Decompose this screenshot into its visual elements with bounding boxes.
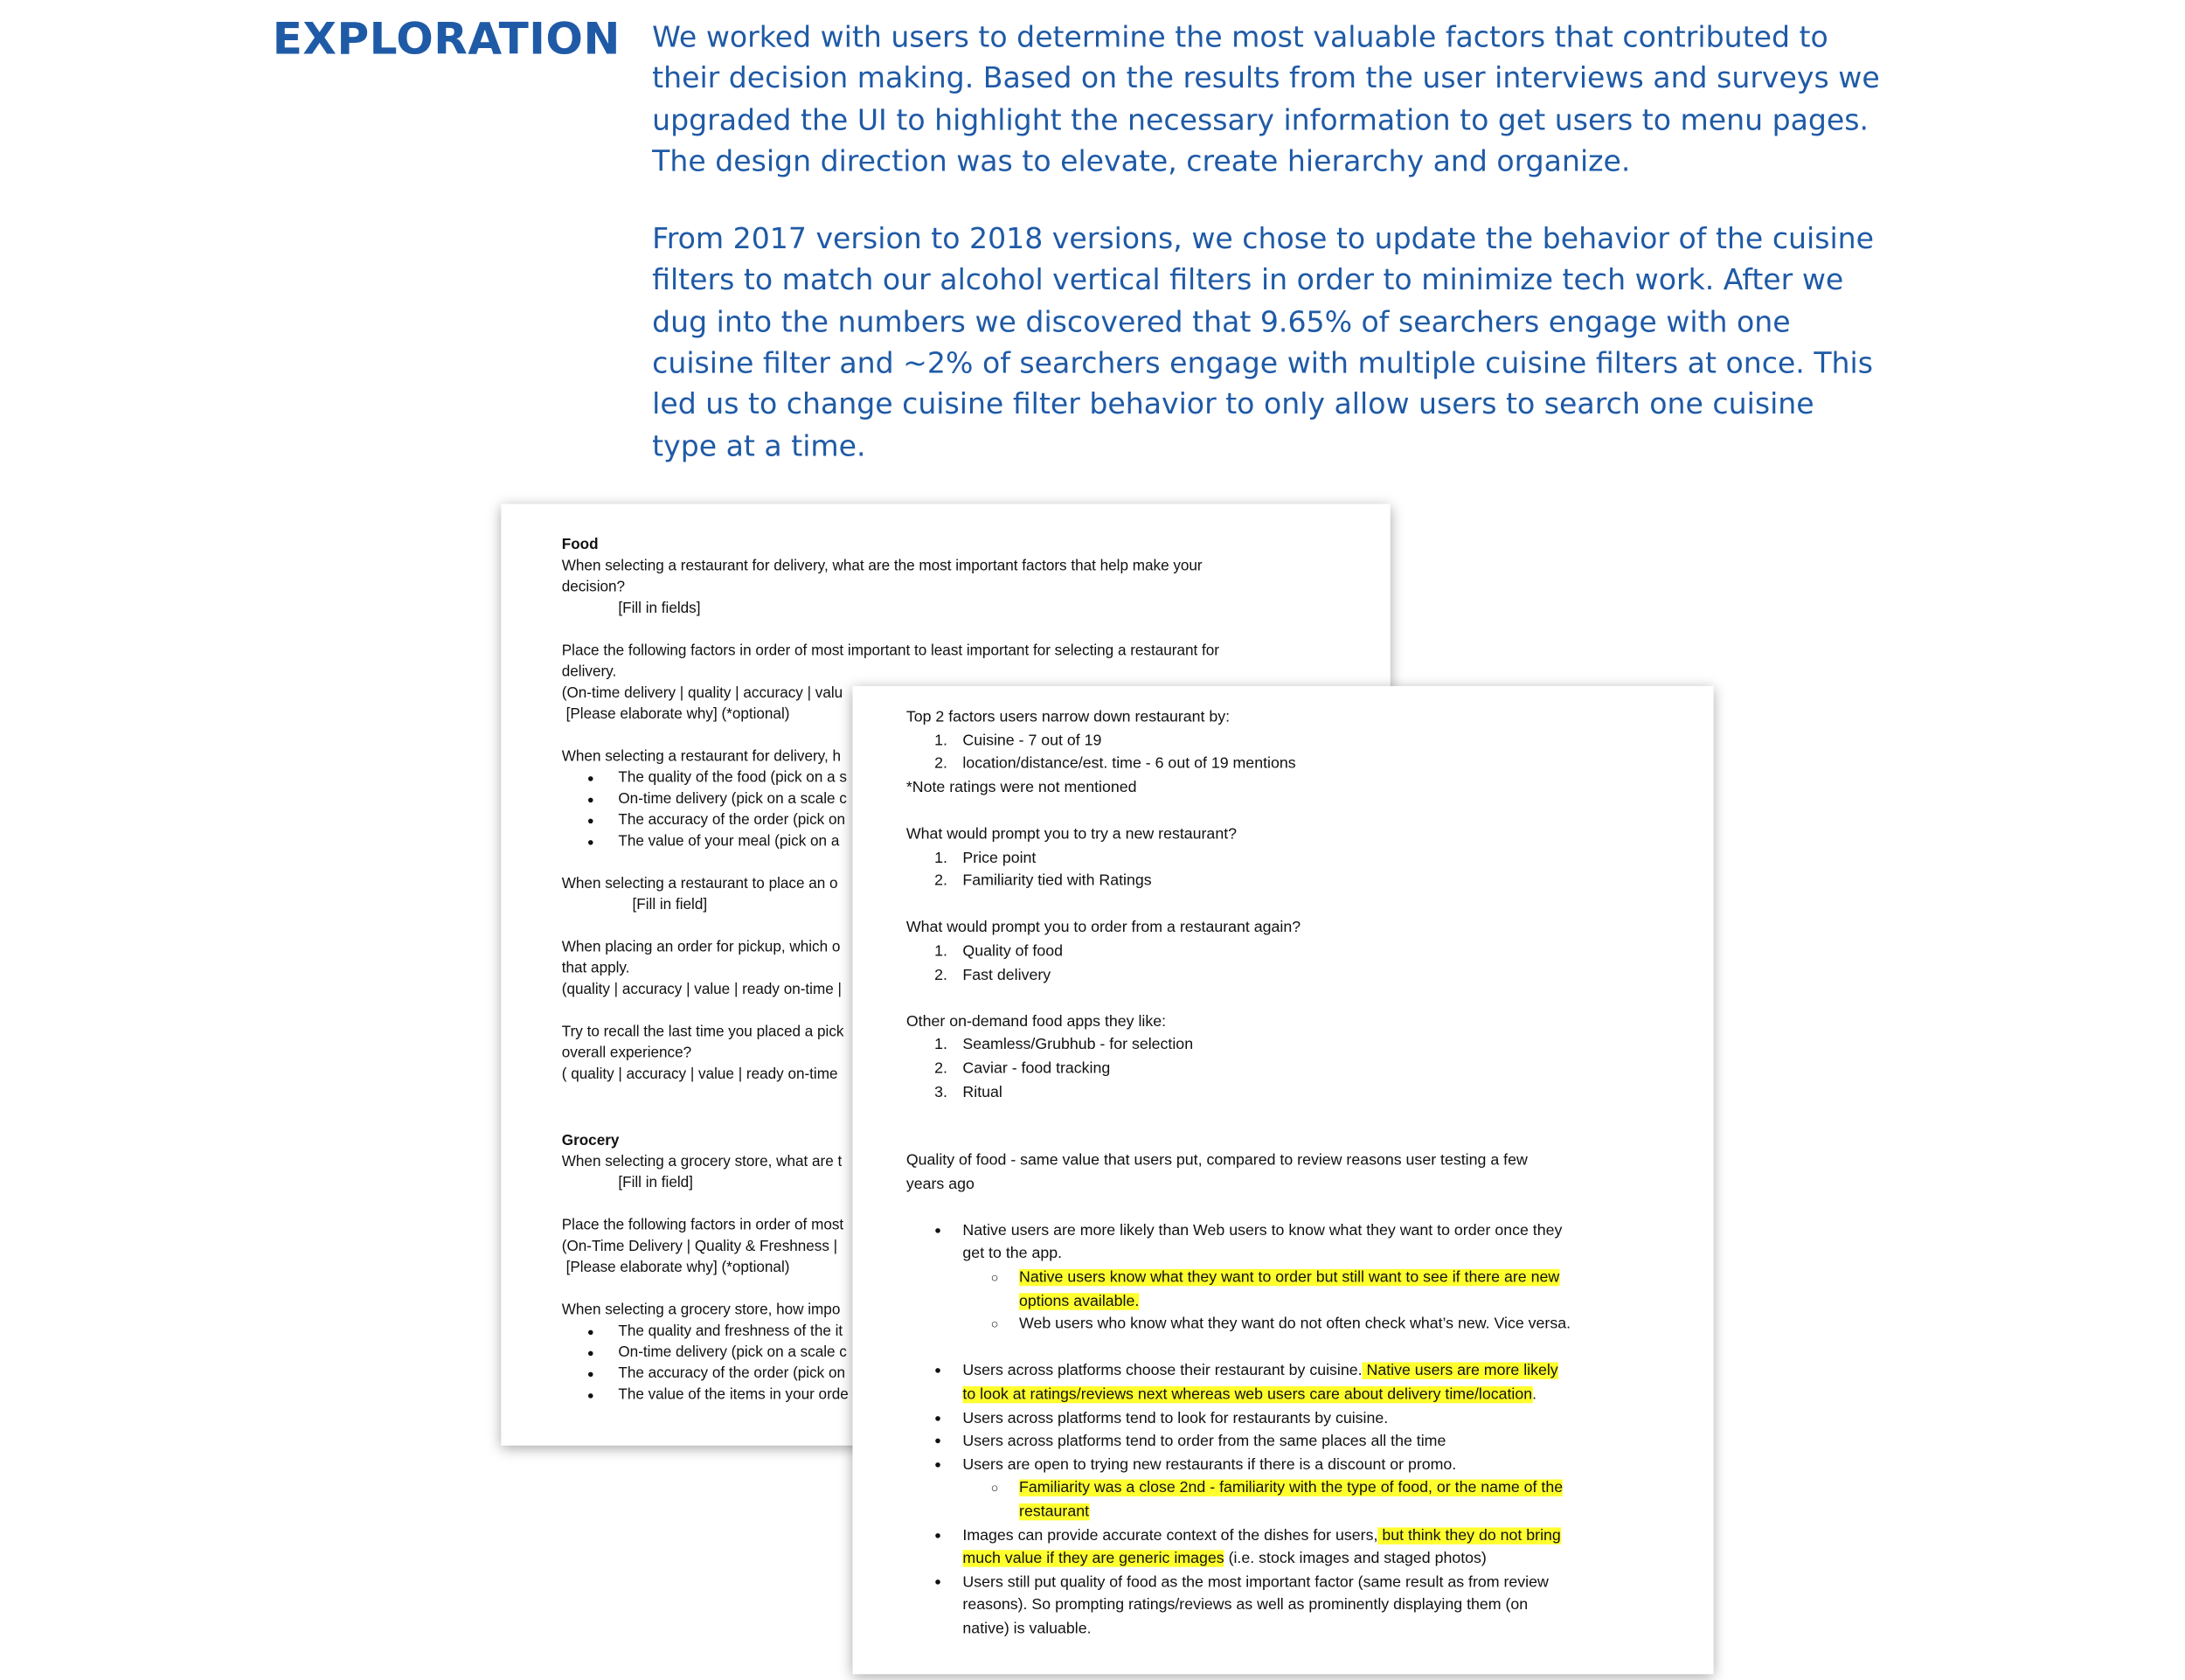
- numbered-item: 1. Cuisine - 7 out of 19: [934, 732, 1102, 749]
- finding-subbullet: ○ Familiarity was a close 2nd - familiarity with the type of food, or the name of the: [906, 1477, 1571, 1501]
- finding-subbullet: ○ Web users who know what they want do not often check what’s new. Vice versa.: [906, 1313, 1571, 1336]
- findings-heading: Other on-demand food apps they like:: [905, 1013, 1167, 1031]
- survey-line: that apply.: [561, 960, 630, 977]
- finding-bullet: ● Native users are more likely than Web users to know what they want to order once they: [906, 1219, 1571, 1243]
- numbered-item: 1. Price point: [934, 849, 1037, 866]
- list-item: ● The quality of the food (pick on a s: [587, 768, 1219, 789]
- findings-note: *Note ratings were not mentioned: [905, 779, 1137, 796]
- survey-line: When selecting a grocery store, what are t: [561, 1153, 843, 1170]
- fill-in-field: [Fill in fields]: [618, 600, 701, 617]
- list-item: ● The value of the items in your orde: [587, 1385, 1219, 1406]
- survey-line: [Please elaborate why] (*optional): [565, 705, 790, 723]
- survey-line: (On-time delivery | quality | accuracy | valu: [561, 684, 843, 702]
- survey-line: When selecting a restaurant to place an o: [561, 875, 838, 892]
- survey-line: decision?: [561, 579, 626, 596]
- findings-line: years ago: [905, 1175, 975, 1193]
- list-item: ● On-time delivery (pick on a scale c: [587, 1343, 1219, 1364]
- finding-bullet: ● Images can provide accurate context of the dishes for users, but think they do not bring: [906, 1524, 1571, 1548]
- finding-bullet-continued: get to the app.: [962, 1246, 1063, 1263]
- finding-subbullet-continued: options available.: [1019, 1292, 1140, 1310]
- findings-heading: What would prompt you to order from a restaurant again?: [905, 919, 1301, 937]
- numbered-item: 2. Fast delivery: [934, 966, 1051, 983]
- food-section-title: Food: [561, 536, 599, 554]
- finding-bullet: ● Users across platforms tend to look for restaurants by cuisine.: [906, 1407, 1571, 1431]
- finding-bullet-continued: to look at ratings/reviews next whereas web users care about delivery time/location.: [962, 1385, 1537, 1404]
- survey-line: overall experience?: [561, 1045, 692, 1062]
- numbered-item: 1. Seamless/Grubhub - for selection: [934, 1036, 1194, 1054]
- numbered-item: 1. Quality of food: [934, 942, 1063, 961]
- survey-line: [Please elaborate why] (*optional): [565, 1259, 790, 1276]
- intro-text: [652, 17, 1880, 503]
- finding-subbullet-continued: restaurant: [1019, 1503, 1090, 1521]
- list-item: ● The accuracy of the order (pick on: [587, 810, 1219, 831]
- findings-heading: Top 2 factors users narrow down restaurant by:: [905, 708, 1231, 726]
- survey-line: ( quality | accuracy | value | ready on-time: [561, 1066, 838, 1083]
- finding-subbullet: ○ Native users know what they want to order but still want to see if there are new: [906, 1267, 1571, 1290]
- finding-bullet-continued: reasons). So prompting ratings/reviews as well as prominently displaying them (on: [962, 1597, 1529, 1614]
- survey-line: Try to recall the last time you placed a pick: [561, 1023, 844, 1041]
- findings-heading: What would prompt you to try a new restaurant?: [905, 825, 1238, 843]
- survey-line: When selecting a restaurant for delivery, h: [561, 747, 841, 766]
- list-item: ● The value of your meal (pick on a: [587, 831, 1219, 852]
- intro-paragraph-2: From 2017 version to 2018 versions, we chose to update the behavior of the cuisine filters to match our alcohol vertical filters in order to minimize tech work. After we dug into the numbers we discovered that 9.65% of searchers engage with one cuisine filter and ~2% of searchers engage with multiple cuisine filters at once. This led us to change cuisine filter behavior to only allow users to search one cuisine type at a time.: [652, 221, 1875, 463]
- survey-line: When selecting a restaurant for delivery, what are the most important factors that help make your: [561, 557, 1203, 575]
- survey-line: (quality | accuracy | value | ready on-time |: [561, 981, 842, 998]
- list-item: ● On-time delivery (pick on a scale c: [587, 789, 1219, 810]
- survey-line: delivery.: [561, 663, 617, 681]
- survey-line: Place the following factors in order of most important to least important for selecting a restaurant for: [561, 642, 1219, 660]
- finding-bullet-continued: much value if they are generic images (i.e. stock images and staged photos): [962, 1550, 1487, 1567]
- fill-in-field: [Fill in field]: [632, 896, 708, 913]
- numbered-item: 2. Caviar - food tracking: [934, 1059, 1111, 1078]
- numbered-item: 2. Familiarity tied with Ratings: [934, 872, 1152, 890]
- findings-document: [852, 686, 1713, 1675]
- grocery-section-title: Grocery: [561, 1132, 620, 1149]
- numbered-item: 2. location/distance/est. time - 6 out of 19 mentions: [934, 755, 1296, 773]
- findings-content: [906, 706, 1571, 1642]
- finding-bullet-continued: native) is valuable.: [962, 1620, 1092, 1638]
- survey-line: When selecting a grocery store, how impo: [561, 1302, 841, 1319]
- fill-in-field: [Fill in field]: [618, 1174, 693, 1192]
- list-item: ● The accuracy of the order (pick on: [587, 1364, 1219, 1385]
- findings-line: Quality of food - same value that users put, compared to review reasons user testing a few: [905, 1151, 1528, 1170]
- finding-bullet: ● Users across platforms choose their restaurant by cuisine. Native users are more likely: [906, 1360, 1571, 1384]
- section-heading: EXPLORATION: [272, 14, 621, 66]
- survey-line: Place the following factors in order of most: [561, 1217, 844, 1234]
- finding-bullet: ● Users across platforms tend to order from the same places all the time: [906, 1430, 1571, 1454]
- finding-bullet: ● Users are open to trying new restaurants if there is a discount or promo.: [906, 1454, 1571, 1477]
- list-item: ● The quality and freshness of the it: [587, 1322, 1219, 1343]
- intro-paragraph-1: We worked with users to determine the most valuable factors that contributed to their decision making. Based on the results from the user interviews and surveys we upgraded the UI to highlight the necessary information to get users to menu pages. The design direction was to elevate, create hierarchy and organize.: [652, 19, 1880, 178]
- numbered-item: 3. Ritual: [934, 1083, 1002, 1100]
- finding-bullet: ● Users still put quality of food as the most important factor (same result as from review: [906, 1571, 1571, 1594]
- survey-line: (On-Time Delivery | Quality & Freshness |: [561, 1238, 838, 1255]
- survey-line: When placing an order for pickup, which o: [561, 938, 841, 956]
